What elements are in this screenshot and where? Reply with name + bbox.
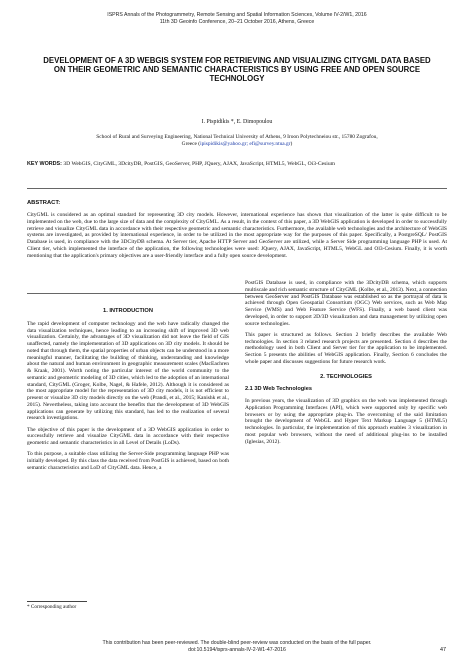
paragraph: PostGIS Database is used, in compliance with the 3DcityDB schema, which supports multiscale and rich semantic structure of CityGML (Kolbe, et al., 2013). Next, a connection between GeoServer and PostGIS Database was established so as the portrayal of data is achieved through Open Geospatial Consortium (OGC) Web services, such as Web Map Service (WMS) and Web Feature Service (WFS). Finally, a web based client was developed, in order to support 2D/3D visualization and data management by utilizing open source technologies. — [245, 280, 448, 327]
journal-line: ISPRS Annals of the Photogrammetry, Remote Sensing and Spatial Information Sciences, Volume IV-2/W1, 2016 — [107, 12, 367, 18]
page-footer — [0, 640, 474, 653]
running-header — [0, 12, 474, 25]
keywords-label: KEY WORDS: — [27, 161, 62, 167]
page-number: 47 — [440, 647, 446, 653]
paragraph: The rapid development of computer technology and the web have radically changed the data visualization techniques, hence leading to an increasing shift of improved 3D web visualization. Certainly, the advantages of 3D visualization did not leave the field of GIS unaffected, namely the implementation of 3D applications on 3D city models. It should be noted that through them, the spatial properties of urban objects can be understood in a more meaningful manner, facilitating the building of thinking, understanding and knowledge about the natural and human environment in geographic measurement scales (MacEachren & Kraak, 2001). Worth noting the particular interest of the world community to the semantic and geometric modeling of 3D cities, which led to the adoption of an international standard, CityGML (Groger, Kolbe, Nagel, & Hafele, 2012). Although it is considered as the most appropriate model for the representation of 3D city models, it is not efficient to present or visualize 3D city models directly on the web (Prandi, et al., 2015; Kanishk et al., 2015). Nevertheless, taking into account the benefits that the development of 3D WebGIS applications can generate by utilizing this standard, has led to the realization of several research investigations. — [27, 320, 229, 422]
divider — [27, 188, 447, 189]
footnote-rule — [27, 601, 87, 602]
affiliation-email-line — [40, 141, 434, 148]
section-heading-introduction: 1. INTRODUCTION — [103, 308, 153, 314]
left-column — [27, 308, 229, 476]
affiliation-line: School of Rural and Surveying Engineering, National Technical University of Athens, 9 Iroon Polytechneiou str., 15780 Zografou, — [96, 134, 378, 140]
paper-title: DEVELOPMENT OF A 3D WEBGIS SYSTEM FOR RETRIEVING AND VISUALIZING CITYGML DATA BASED ON THEIR GEOMETRIC AND SEMANTIC CHARACTERISTICS BY USING FREE AND OPEN SOURCE TECHNOLOGY — [43, 56, 431, 84]
abstract-text: CityGML is considered as an optimal standard for representing 3D city models. However, international experience has shown that visualization of the latter is quite difficult to be implemented on the web, due to the large size of data and the complexity of CityGML. As a result, in the context of this paper, a 3D WebGIS application is developed in order to successfully retrieve and visualize CityGML data in accordance with their respective geometric and semantic characteristics. Furthermore, the available web technologies and the architecture of WebGIS systems are investigated, as provided by international experience, in order to be utilized in the most appropriate way for the purposes of this paper. Specifically, a PostgreSQL/ PostGIS Database is used, in compliance with the 3DCityDB schema. At Server tier, Apache HTTP Server and GeoServer are utilized, while a Server Side programming language PHP is used. At Client tier, which implemented the interface of the application, the following technologies were used: JQuery, AJAX, JavaScript, HTML5, WebGL and Ol3-Cesium. Finally, it is worth mentioning that the application's primary objectives are a user-friendly interface and a fully open source development. — [27, 212, 447, 259]
paragraph: This paper is structured as follows. Section 2 briefly describes the available Web technologies. In section 3 related research projects are presented. Section 4 describes the methodology used in both Client and Server tier for the application to be implemented. Section 5 presents the abilities of WebGIS application. Finally, Section 6 concludes the whole paper and discusses suggestions for future research work. — [245, 331, 447, 365]
footnote: * Corresponding author — [27, 604, 77, 610]
section-heading-technologies: 2. TECHNOLOGIES — [320, 373, 372, 380]
keywords-text: 3D WebGIS, CityGML, 3DcityDB, PostGIS, GeoServer, PHP, JQuery, AJAX, JavaScript, HTML5, WebGL, Oi3-Cesium — [63, 161, 335, 167]
email-links[interactable]: ipispidikis@yahoo.gr; efi@survey.ntua.gr — [200, 140, 291, 147]
email-suffix: ) — [290, 140, 293, 147]
conference-line: 11th 3D Geoinfo Conference, 20–21 October 2016, Athens, Greece — [159, 18, 315, 25]
paragraph: The objective of this paper is the development of a 3D WebGIS application in order to successfully retrieve and visualize CityGML data in accordance with their respective geometric and semantic characteristics in all Level of Details (LoDs). — [27, 426, 229, 446]
right-column — [245, 280, 447, 450]
authors: I. Pispidikis *, E. Dimopoulou — [201, 119, 273, 125]
subsection-heading: 2.1 3D Web Technologies — [245, 386, 312, 393]
doi[interactable]: doi:10.5194/isprs-annals-IV-2-W1-47-2016 — [188, 646, 286, 653]
paragraph: To this purpose, a suitable class utilizing the Server-Side programming language PHP was initially developed. By this class the data received from PostGIS is achieved, based on both semantic characteristics and LoD of CityGML data. Hence, a — [27, 451, 229, 471]
affiliation — [40, 134, 434, 148]
keywords — [27, 161, 447, 168]
peer-review-note: This contribution has been peer-reviewed. The double-blind peer-review was conducted on the basis of the full paper. — [102, 640, 372, 646]
paragraph: In previous years, the visualization of 3D graphics on the web was implemented through Application Programming Interfaces (API), which were supported only by specific web browsers or by using the appropriate plug-in. The overcoming of the said limitation brought the development of WebGL and Hyper Text Markup Language 5 (HTML5) technologies. In particular, the implementation of this approach enables 3 visualization in most popular web browsers, without the need of additional plug-ins to be installed (Iglesias, 2012). — [245, 398, 447, 445]
abstract-heading: ABSTRACT: — [27, 200, 61, 206]
email-prefix: Greece ( — [181, 140, 201, 147]
